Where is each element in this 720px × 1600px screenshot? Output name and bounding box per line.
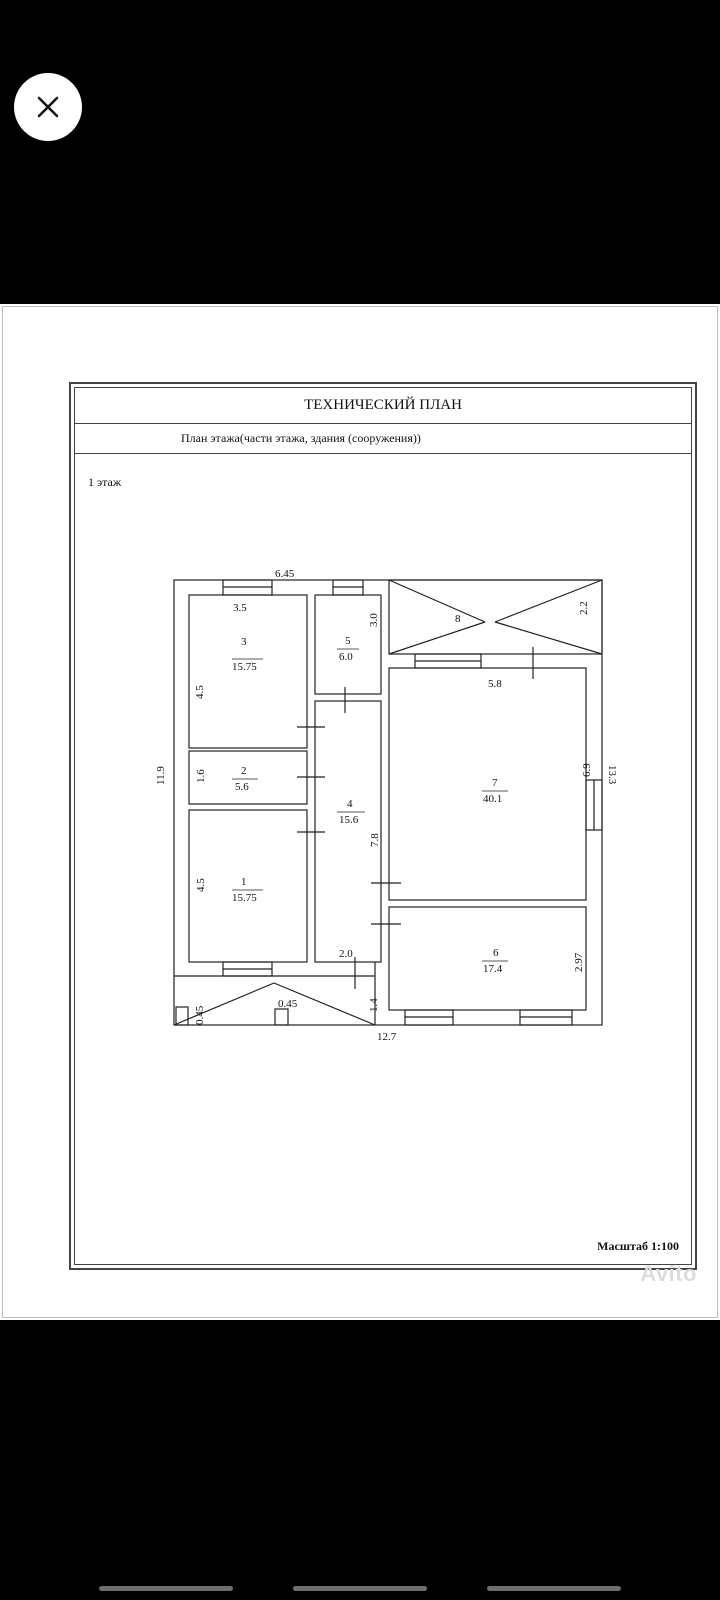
dim-right: 13.3	[606, 765, 618, 785]
page-indicator-1[interactable]	[99, 1586, 233, 1591]
floor-plan-image	[2, 306, 718, 1318]
dim-left: 11.9	[155, 766, 167, 785]
floor-label: 1 этаж	[88, 475, 122, 489]
page-indicator-3[interactable]	[487, 1586, 621, 1591]
room-4-number: 4	[347, 798, 353, 810]
close-icon	[35, 94, 61, 120]
close-button[interactable]	[14, 73, 82, 141]
page-indicator	[0, 1574, 720, 1600]
room-2-dim: 1.6	[195, 769, 207, 783]
porch-dim-step: 0.45	[278, 998, 298, 1010]
room-6-number: 6	[493, 947, 499, 959]
scale-label: Масштаб 1:100	[597, 1239, 679, 1253]
room-6-dim: 2.97	[573, 952, 585, 972]
room-3-number: 3	[241, 636, 247, 648]
watermark: Avito	[640, 1261, 697, 1286]
room-7-dim-height: 6.9	[581, 763, 593, 777]
room-2-number: 2	[241, 765, 247, 777]
porch-dim-depth: 1.4	[368, 998, 380, 1012]
room-4-dim-height: 7.8	[369, 833, 381, 847]
room-1-number: 1	[241, 876, 247, 888]
room-4-area: 15.6	[339, 814, 359, 826]
room-8-number: 8	[455, 613, 461, 625]
room-8-dim: 2.2	[578, 601, 590, 615]
room-1-dim: 4.5	[195, 878, 207, 892]
page-indicator-2[interactable]	[293, 1586, 427, 1591]
room-2-area: 5.6	[235, 781, 249, 793]
porch-dim-left: 0.45	[194, 1005, 206, 1025]
document-title: ТЕХНИЧЕСКИЙ ПЛАН	[75, 388, 691, 424]
room-3-dim-height: 4.5	[194, 685, 206, 699]
dim-top: 6.45	[275, 568, 295, 580]
room-5-dim: 3.0	[368, 613, 380, 627]
image-viewer[interactable]	[0, 304, 720, 1320]
document-subtitle: План этажа(части этажа, здания (сооружения))	[181, 431, 421, 445]
floor-plan-drawing	[3, 307, 719, 1319]
room-5-number: 5	[345, 635, 351, 647]
outer-wall	[174, 580, 602, 1025]
room-6-outline	[389, 907, 586, 1010]
room-7-dim-width: 5.8	[488, 678, 502, 690]
room-3-area: 15.75	[232, 661, 257, 673]
room-4-dim-width: 2.0	[339, 948, 353, 960]
room-7-area: 40.1	[483, 793, 503, 805]
room-3-dim-width: 3.5	[233, 602, 247, 614]
room-5-area: 6.0	[339, 651, 353, 663]
room-1-area: 15.75	[232, 892, 257, 904]
room-7-outline	[389, 668, 586, 900]
room-7-number: 7	[492, 777, 498, 789]
dim-bottom: 12.7	[377, 1031, 397, 1043]
room-6-area: 17.4	[483, 963, 503, 975]
